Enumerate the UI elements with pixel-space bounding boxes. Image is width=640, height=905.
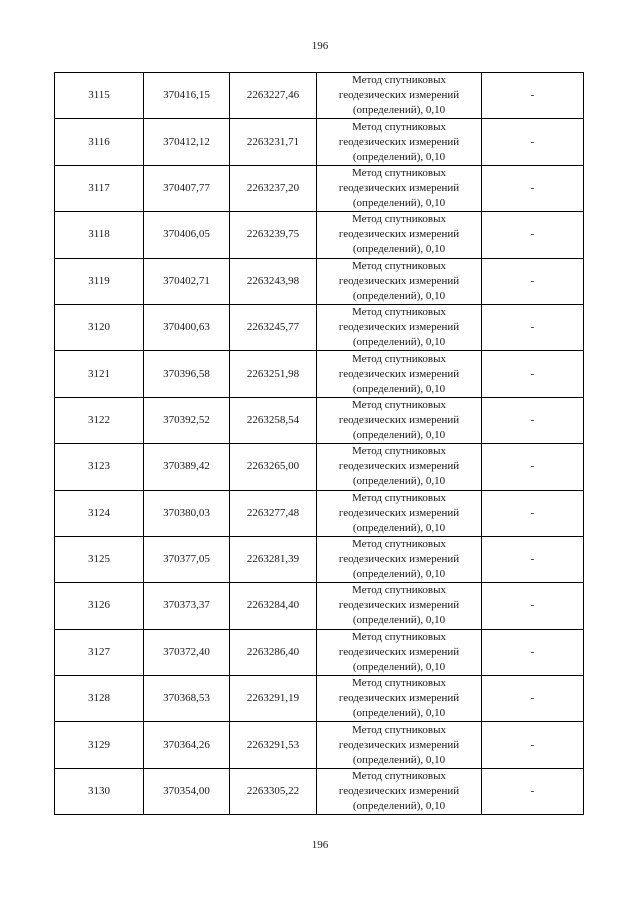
note-cell: - bbox=[482, 119, 584, 165]
method-line: геодезических измерений bbox=[338, 692, 460, 705]
method-line: геодезических измерений bbox=[338, 89, 460, 102]
method-line: Метод спутниковых bbox=[352, 491, 446, 504]
table-row bbox=[55, 119, 584, 165]
method-line: (определений), 0,10 bbox=[352, 196, 446, 209]
point-number-cell: 3117 bbox=[55, 165, 144, 211]
method-line: геодезических измерений bbox=[338, 274, 460, 287]
note-cell: - bbox=[482, 768, 584, 814]
table-row bbox=[55, 165, 584, 211]
method-line: геодезических измерений bbox=[338, 738, 460, 751]
method-cell bbox=[317, 536, 482, 582]
y-coordinate-cell: 2263231,71 bbox=[230, 119, 317, 165]
method-line: Метод спутниковых bbox=[352, 213, 446, 226]
y-coordinate-cell: 2263251,98 bbox=[230, 351, 317, 397]
method-line: геодезических измерений bbox=[338, 413, 460, 426]
x-coordinate-cell: 370364,26 bbox=[144, 722, 230, 768]
method-cell bbox=[317, 73, 482, 119]
method-line: геодезических измерений bbox=[338, 135, 460, 148]
note-cell: - bbox=[482, 73, 584, 119]
point-number-cell: 3127 bbox=[55, 629, 144, 675]
method-cell bbox=[317, 397, 482, 443]
y-coordinate-cell: 2263239,75 bbox=[230, 212, 317, 258]
method-line: (определений), 0,10 bbox=[352, 243, 446, 256]
table-row bbox=[55, 212, 584, 258]
x-coordinate-cell: 370380,03 bbox=[144, 490, 230, 536]
note-cell: - bbox=[482, 165, 584, 211]
method-cell bbox=[317, 676, 482, 722]
x-coordinate-cell: 370416,15 bbox=[144, 73, 230, 119]
point-number-cell: 3115 bbox=[55, 73, 144, 119]
point-number-cell: 3129 bbox=[55, 722, 144, 768]
method-cell bbox=[317, 119, 482, 165]
x-coordinate-cell: 370406,05 bbox=[144, 212, 230, 258]
method-text bbox=[317, 120, 481, 165]
method-text bbox=[317, 444, 481, 489]
y-coordinate-cell: 2263245,77 bbox=[230, 304, 317, 350]
point-number-cell: 3126 bbox=[55, 583, 144, 629]
method-line: (определений), 0,10 bbox=[352, 707, 446, 720]
point-number-cell: 3125 bbox=[55, 536, 144, 582]
table-row bbox=[55, 258, 584, 304]
y-coordinate-cell: 2263237,20 bbox=[230, 165, 317, 211]
method-line: (определений), 0,10 bbox=[352, 753, 446, 766]
method-line: геодезических измерений bbox=[338, 228, 460, 241]
method-line: Метод спутниковых bbox=[352, 306, 446, 319]
table-row bbox=[55, 490, 584, 536]
table-row bbox=[55, 73, 584, 119]
table-row bbox=[55, 351, 584, 397]
table-row bbox=[55, 583, 584, 629]
method-cell bbox=[317, 258, 482, 304]
method-text bbox=[317, 630, 481, 675]
note-cell: - bbox=[482, 676, 584, 722]
method-line: Метод спутниковых bbox=[352, 120, 446, 133]
method-cell bbox=[317, 351, 482, 397]
method-line: Метод спутниковых bbox=[352, 259, 446, 272]
method-line: (определений), 0,10 bbox=[352, 475, 446, 488]
method-cell bbox=[317, 212, 482, 258]
method-text bbox=[317, 769, 481, 814]
coordinates-table bbox=[54, 72, 584, 815]
method-text bbox=[317, 583, 481, 628]
method-line: (определений), 0,10 bbox=[352, 382, 446, 395]
method-text bbox=[317, 723, 481, 768]
method-line: Метод спутниковых bbox=[352, 398, 446, 411]
note-cell: - bbox=[482, 351, 584, 397]
method-cell bbox=[317, 629, 482, 675]
method-line: геодезических измерений bbox=[338, 785, 460, 798]
table-row bbox=[55, 397, 584, 443]
table-row bbox=[55, 676, 584, 722]
table-row bbox=[55, 444, 584, 490]
method-cell bbox=[317, 583, 482, 629]
x-coordinate-cell: 370373,37 bbox=[144, 583, 230, 629]
method-line: геодезических измерений bbox=[338, 181, 460, 194]
method-line: (определений), 0,10 bbox=[352, 521, 446, 534]
y-coordinate-cell: 2263258,54 bbox=[230, 397, 317, 443]
method-line: Метод спутниковых bbox=[352, 166, 446, 179]
point-number-cell: 3123 bbox=[55, 444, 144, 490]
table-row bbox=[55, 722, 584, 768]
point-number-cell: 3120 bbox=[55, 304, 144, 350]
method-cell bbox=[317, 722, 482, 768]
method-cell bbox=[317, 490, 482, 536]
y-coordinate-cell: 2263227,46 bbox=[230, 73, 317, 119]
method-cell bbox=[317, 444, 482, 490]
method-line: геодезических измерений bbox=[338, 321, 460, 334]
method-line: (определений), 0,10 bbox=[352, 660, 446, 673]
note-cell: - bbox=[482, 258, 584, 304]
x-coordinate-cell: 370372,40 bbox=[144, 629, 230, 675]
method-line: (определений), 0,10 bbox=[352, 289, 446, 302]
method-line: геодезических измерений bbox=[338, 460, 460, 473]
y-coordinate-cell: 2263265,00 bbox=[230, 444, 317, 490]
x-coordinate-cell: 370402,71 bbox=[144, 258, 230, 304]
note-cell: - bbox=[482, 490, 584, 536]
method-text bbox=[317, 352, 481, 397]
note-cell: - bbox=[482, 304, 584, 350]
note-cell: - bbox=[482, 583, 584, 629]
method-text bbox=[317, 259, 481, 304]
method-line: Метод спутниковых bbox=[352, 445, 446, 458]
point-number-cell: 3124 bbox=[55, 490, 144, 536]
method-line: (определений), 0,10 bbox=[352, 568, 446, 581]
table-row bbox=[55, 304, 584, 350]
method-line: (определений), 0,10 bbox=[352, 800, 446, 813]
point-number-cell: 3121 bbox=[55, 351, 144, 397]
x-coordinate-cell: 370354,00 bbox=[144, 768, 230, 814]
page-number-top: 196 bbox=[311, 40, 329, 52]
note-cell: - bbox=[482, 629, 584, 675]
method-line: Метод спутниковых bbox=[352, 74, 446, 87]
x-coordinate-cell: 370392,52 bbox=[144, 397, 230, 443]
method-line: Метод спутниковых bbox=[352, 677, 446, 690]
table-row bbox=[55, 629, 584, 675]
x-coordinate-cell: 370377,05 bbox=[144, 536, 230, 582]
method-text bbox=[317, 73, 481, 118]
note-cell: - bbox=[482, 536, 584, 582]
table-row bbox=[55, 536, 584, 582]
x-coordinate-cell: 370407,77 bbox=[144, 165, 230, 211]
method-text bbox=[317, 491, 481, 536]
method-cell bbox=[317, 165, 482, 211]
note-cell: - bbox=[482, 397, 584, 443]
note-cell: - bbox=[482, 444, 584, 490]
method-line: Метод спутниковых bbox=[352, 538, 446, 551]
point-number-cell: 3119 bbox=[55, 258, 144, 304]
page-number-bottom: 196 bbox=[311, 839, 329, 851]
method-text bbox=[317, 676, 481, 721]
method-line: (определений), 0,10 bbox=[352, 150, 446, 163]
y-coordinate-cell: 2263281,39 bbox=[230, 536, 317, 582]
x-coordinate-cell: 370400,63 bbox=[144, 304, 230, 350]
table-row bbox=[55, 768, 584, 814]
method-line: Метод спутниковых bbox=[352, 352, 446, 365]
method-text bbox=[317, 212, 481, 257]
method-line: Метод спутниковых bbox=[352, 584, 446, 597]
method-line: геодезических измерений bbox=[338, 367, 460, 380]
y-coordinate-cell: 2263291,19 bbox=[230, 676, 317, 722]
method-line: Метод спутниковых bbox=[352, 723, 446, 736]
method-line: (определений), 0,10 bbox=[352, 336, 446, 349]
point-number-cell: 3116 bbox=[55, 119, 144, 165]
method-text bbox=[317, 398, 481, 443]
note-cell: - bbox=[482, 212, 584, 258]
method-line: (определений), 0,10 bbox=[352, 104, 446, 117]
method-cell bbox=[317, 304, 482, 350]
method-line: (определений), 0,10 bbox=[352, 428, 446, 441]
y-coordinate-cell: 2263286,40 bbox=[230, 629, 317, 675]
point-number-cell: 3122 bbox=[55, 397, 144, 443]
method-line: геодезических измерений bbox=[338, 599, 460, 612]
method-text bbox=[317, 305, 481, 350]
y-coordinate-cell: 2263291,53 bbox=[230, 722, 317, 768]
method-line: геодезических измерений bbox=[338, 506, 460, 519]
point-number-cell: 3118 bbox=[55, 212, 144, 258]
y-coordinate-cell: 2263305,22 bbox=[230, 768, 317, 814]
method-line: Метод спутниковых bbox=[352, 630, 446, 643]
note-cell: - bbox=[482, 722, 584, 768]
method-line: (определений), 0,10 bbox=[352, 614, 446, 627]
method-line: геодезических измерений bbox=[338, 553, 460, 566]
coordinates-table-body bbox=[55, 73, 584, 815]
x-coordinate-cell: 370412,12 bbox=[144, 119, 230, 165]
method-line: геодезических измерений bbox=[338, 645, 460, 658]
method-text bbox=[317, 166, 481, 211]
x-coordinate-cell: 370389,42 bbox=[144, 444, 230, 490]
x-coordinate-cell: 370396,58 bbox=[144, 351, 230, 397]
x-coordinate-cell: 370368,53 bbox=[144, 676, 230, 722]
point-number-cell: 3130 bbox=[55, 768, 144, 814]
method-cell bbox=[317, 768, 482, 814]
point-number-cell: 3128 bbox=[55, 676, 144, 722]
y-coordinate-cell: 2263277,48 bbox=[230, 490, 317, 536]
y-coordinate-cell: 2263243,98 bbox=[230, 258, 317, 304]
method-line: Метод спутниковых bbox=[352, 770, 446, 783]
y-coordinate-cell: 2263284,40 bbox=[230, 583, 317, 629]
method-text bbox=[317, 537, 481, 582]
